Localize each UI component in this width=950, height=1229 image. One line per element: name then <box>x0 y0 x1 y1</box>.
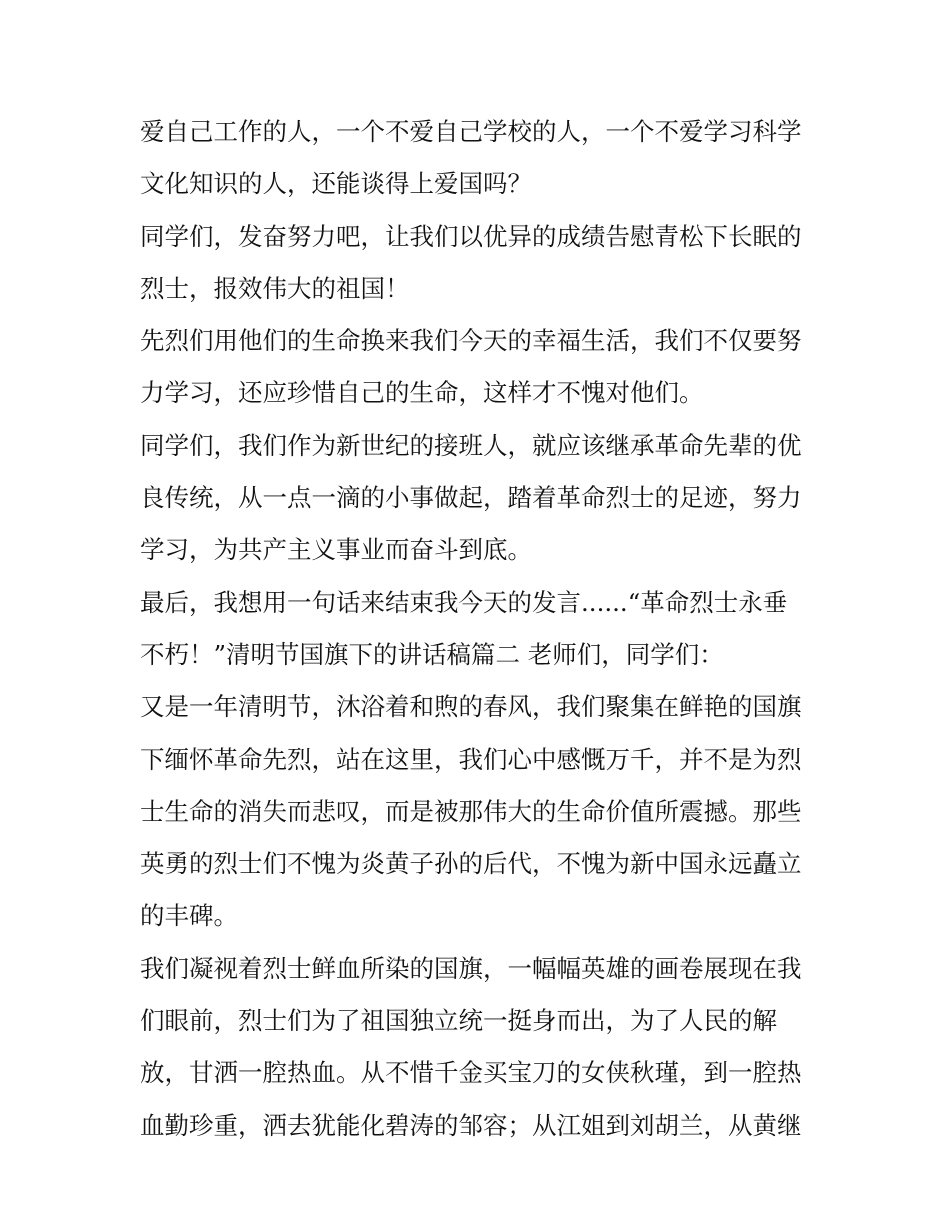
text-line: 英勇的烈士们不愧为炎黄子孙的后代，不愧为新中国永远矗立 <box>140 849 802 879</box>
text-line: 同学们，发奋努力吧，让我们以优异的成绩告慰青松下长眠的 <box>140 221 802 251</box>
text-line: 力学习，还应珍惜自己的生命，这样才不愧对他们。 <box>140 378 704 408</box>
text-line: 文化知识的人，还能谈得上爱国吗？ <box>140 169 532 199</box>
text-line: 先烈们用他们的生命换来我们今天的幸福生活，我们不仅要努 <box>140 326 802 356</box>
text-line: 血勤珍重，洒去犹能化碧涛的邹容；从江姐到刘胡兰，从黄继 <box>140 1110 802 1140</box>
text-line: 不朽！”清明节国旗下的讲话稿篇二 老师们，同学们： <box>140 639 724 669</box>
text-line: 良传统，从一点一滴的小事做起，踏着革命烈士的足迹，努力 <box>140 483 802 513</box>
text-line: 放，甘洒一腔热血。从不惜千金买宝刀的女侠秋瑾，到一腔热 <box>140 1058 802 1088</box>
document-body <box>140 106 820 1152</box>
text-line: 我们凝视着烈士鲜血所染的国旗，一幅幅英雄的画卷展现在我 <box>140 953 802 983</box>
text-line: 爱自己工作的人，一个不爱自己学校的人，一个不爱学习科学 <box>140 117 802 146</box>
text-line: 士生命的消失而悲叹，而是被那伟大的生命价值所震撼。那些 <box>140 796 802 826</box>
text-line: 又是一年清明节，沐浴着和煦的春风，我们聚集在鲜艳的国旗 <box>140 692 802 722</box>
text-line: 们眼前，烈士们为了祖国独立统一挺身而出，为了人民的解 <box>140 1006 777 1036</box>
text-line: 最后，我想用一句话来结束我今天的发言......“革命烈士永垂 <box>140 587 788 617</box>
text-line: 下缅怀革命先烈，站在这里，我们心中感慨万千，并不是为烈 <box>140 744 802 774</box>
text-line: 的丰碑。 <box>140 901 238 931</box>
text-line: 同学们，我们作为新世纪的接班人，就应该继承革命先辈的优 <box>140 430 802 460</box>
text-line: 学习，为共产主义事业而奋斗到底。 <box>140 535 532 565</box>
text-line: 烈士，报效伟大的祖国！ <box>140 273 410 303</box>
